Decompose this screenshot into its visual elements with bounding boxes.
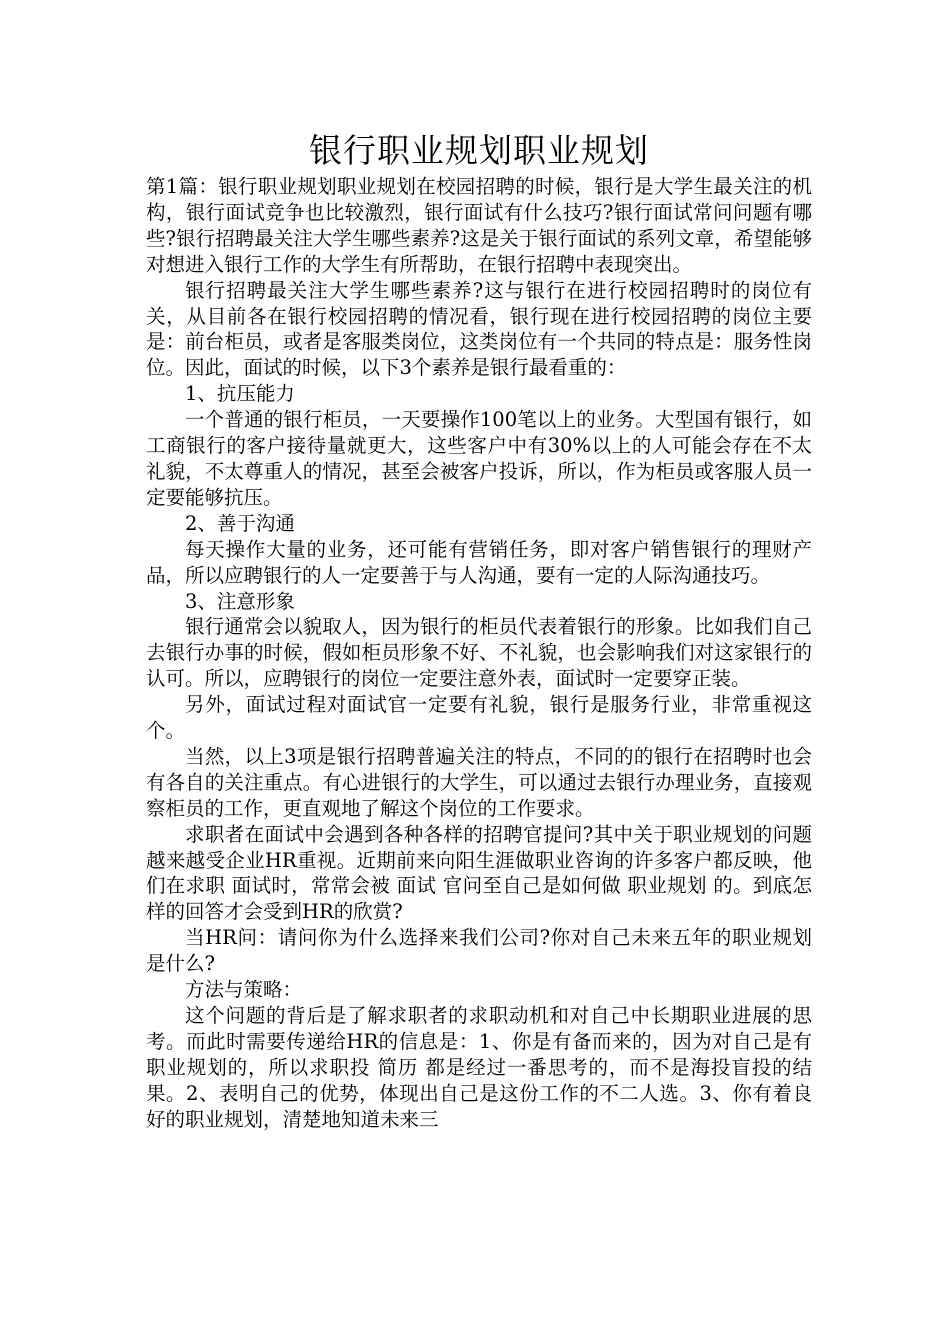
document-page xyxy=(146,128,812,1133)
paragraph: 另外，面试过程对面试官一定要有礼貌，银行是服务行业，非常重视这个。 xyxy=(146,693,812,743)
paragraph: 每天操作大量的业务，还可能有营销任务，即对客户销售银行的理财产品，所以应聘银行的人一定要善于与人沟通，要有一定的人际沟通技巧。 xyxy=(146,537,812,587)
paragraph: 一个普通的银行柜员，一天要操作100笔以上的业务。大型国有银行，如工商银行的客户接待量就更大，这些客户中有30%以上的人可能会存在不太礼貌，不太尊重人的情况，甚至会被客户投诉，所以，作为柜员或客服人员一定要能够抗压。 xyxy=(146,408,812,509)
section-heading: 1、抗压能力 xyxy=(185,382,295,406)
paragraph: 银行招聘最关注大学生哪些素养?这与银行在进行校园招聘时的岗位有关，从目前各在银行校园招聘的情况看，银行现在进行校园招聘的岗位主要是：前台柜员，或者是客服类岗位，这类岗位有一个共同的特点是：服务性岗位。因此，面试的时候，以下3个素养是银行最看重的： xyxy=(146,278,812,380)
document-title: 银行职业规划职业规划 xyxy=(309,131,649,170)
document-body xyxy=(146,174,812,1133)
paragraph: 当然，以上3项是银行招聘普遍关注的特点，不同的的银行在招聘时也会有各自的关注重点。有心进银行的大学生，可以通过去银行办理业务，直接观察柜员的工作，更直观地了解这个岗位的工作要求。 xyxy=(146,744,812,820)
paragraph: 求职者在面试中会遇到各种各样的招聘官提问?其中关于职业规划的问题越来越受企业HR重视。近期前来向阳生涯做职业咨询的许多客户都反映，他们在求职 面试时，常常会被 面试 官问至自己是如何做 职业规划 的。到底怎样的回答才会受到HR的欣赏? xyxy=(146,822,812,924)
paragraph-intro: 第1篇：银行职业规划职业规划在校园招聘的时候，银行是大学生最关注的机构，银行面试竞争也比较激烈，银行面试有什么技巧?银行面试常问问题有哪些?银行招聘最关注大学生哪些素养?这是关于银行面试的系列文章，希望能够对想进入银行工作的大学生有所帮助，在银行招聘中表现突出。 xyxy=(146,175,812,276)
section-heading: 方法与策略： xyxy=(185,978,303,1002)
paragraph: 当HR问：请问你为什么选择来我们公司?你对自己未来五年的职业规划是什么? xyxy=(146,926,812,976)
section-heading: 3、注意形象 xyxy=(185,589,295,613)
section-heading: 2、善于沟通 xyxy=(185,511,295,535)
paragraph: 银行通常会以貌取人，因为银行的柜员代表着银行的形象。比如我们自己去银行办事的时候，假如柜员形象不好、不礼貌，也会影响我们对这家银行的认可。所以，应聘银行的岗位一定要注意外表，面试时一定要穿正装。 xyxy=(146,615,812,691)
paragraph: 这个问题的背后是了解求职者的求职动机和对自己中长期职业进展的思考。而此时需要传递给HR的信息是：1、你是有备而来的，因为对自己是有职业规划的，所以求职投 简历 都是经过一番思考的，而不是海投盲投的结果。2、表明自己的优势，体现出自己是这份工作的不二人选。3、你有着良好的职业规划，清楚地知道未来三 xyxy=(146,1004,812,1131)
